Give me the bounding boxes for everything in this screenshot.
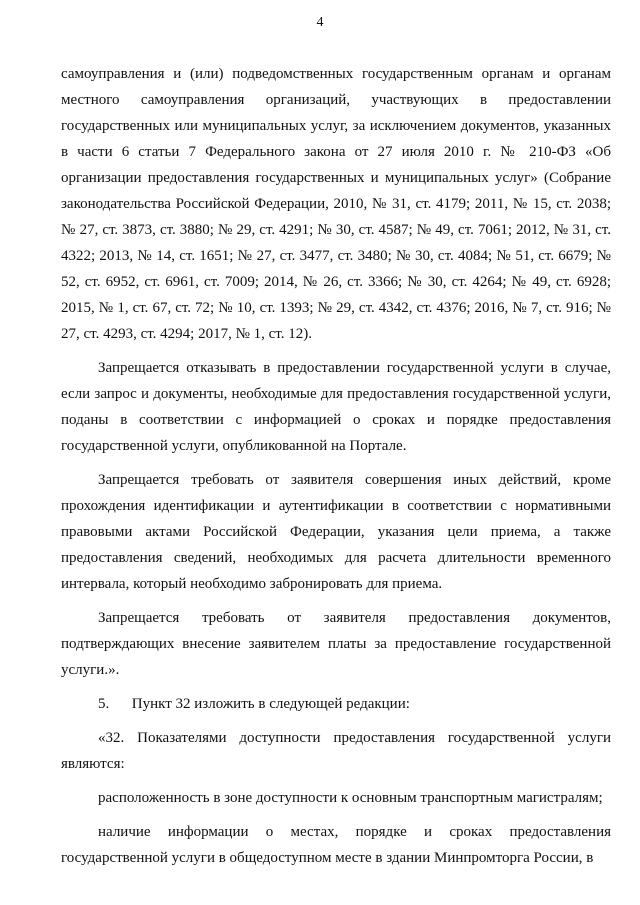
paragraph-refusal-prohibition: Запрещается отказывать в предоставлении государственной услуги в случае, если запрос и документы, необходимые для предоставления государственной услуги, поданы в соответствии с информацией о сроках и порядке предоставления государственной услуги, опубликованной на Портале.: [61, 360, 611, 454]
paragraph-transport-accessibility: расположенность в зоне доступности к основным транспортным магистралям;: [98, 790, 603, 806]
paragraph-continuation: самоуправления и (или) подведомственных государственным органам и органам местного самоуправления организаций, участвующих в предоставлении государственных или муниципальных услуг, за исключением документов, указанных в части 6 статьи 7 Федерального закона от 27 июля 2010 г. № 210-ФЗ «Об организации предоставления государственных и муниципальных услуг» (Собрание законодательства Российской Федерации, 2010, № 31, ст. 4179; 2011, № 15, ст. 2038; № 27, ст. 3873, ст. 3880; № 29, ст. 4291; № 30, ст. 4587; № 49, ст. 7061; 2012, № 31, ст. 4322; 2013, № 14, ст. 1651; № 27, ст. 3477, ст. 3480; № 30, ст. 4084; № 51, ст. 6679; № 52, ст. 6952, ст. 6961, ст. 7009; 2014, № 26, ст. 3366; № 30, ст. 4264; № 49, ст. 6928; 2015, № 1, ст. 67, ст. 72; № 10, ст. 1393; № 29, ст. 4342, ст. 4376; 2016, № 7, ст. 916; № 27, ст. 4293, ст. 4294; 2017, № 1, ст. 12).: [61, 66, 611, 342]
paragraph-documents-prohibition: Запрещается требовать от заявителя предоставления документов, подтверждающих внесение заявителем платы за предоставление государственной услуги.».: [61, 610, 611, 678]
paragraph-item-32: «32. Показателями доступности предоставления государственной услуги являются:: [61, 730, 611, 772]
document-body: [61, 61, 611, 879]
paragraph-information-availability: наличие информации о местах, порядке и сроках предоставления государственной услуги в общедоступном месте в здании Минпромторга России, в: [61, 824, 611, 866]
page-number: 4: [316, 15, 324, 30]
paragraph-item-5: 5. Пункт 32 изложить в следующей редакции:: [98, 696, 410, 712]
paragraph-actions-prohibition: Запрещается требовать от заявителя совершения иных действий, кроме прохождения идентификации и аутентификации в соответствии с нормативными правовыми актами Российской Федерации, указания цели приема, а также предоставления сведений, необходимых для расчета длительности временного интервала, который необходимо забронировать для приема.: [61, 472, 611, 592]
